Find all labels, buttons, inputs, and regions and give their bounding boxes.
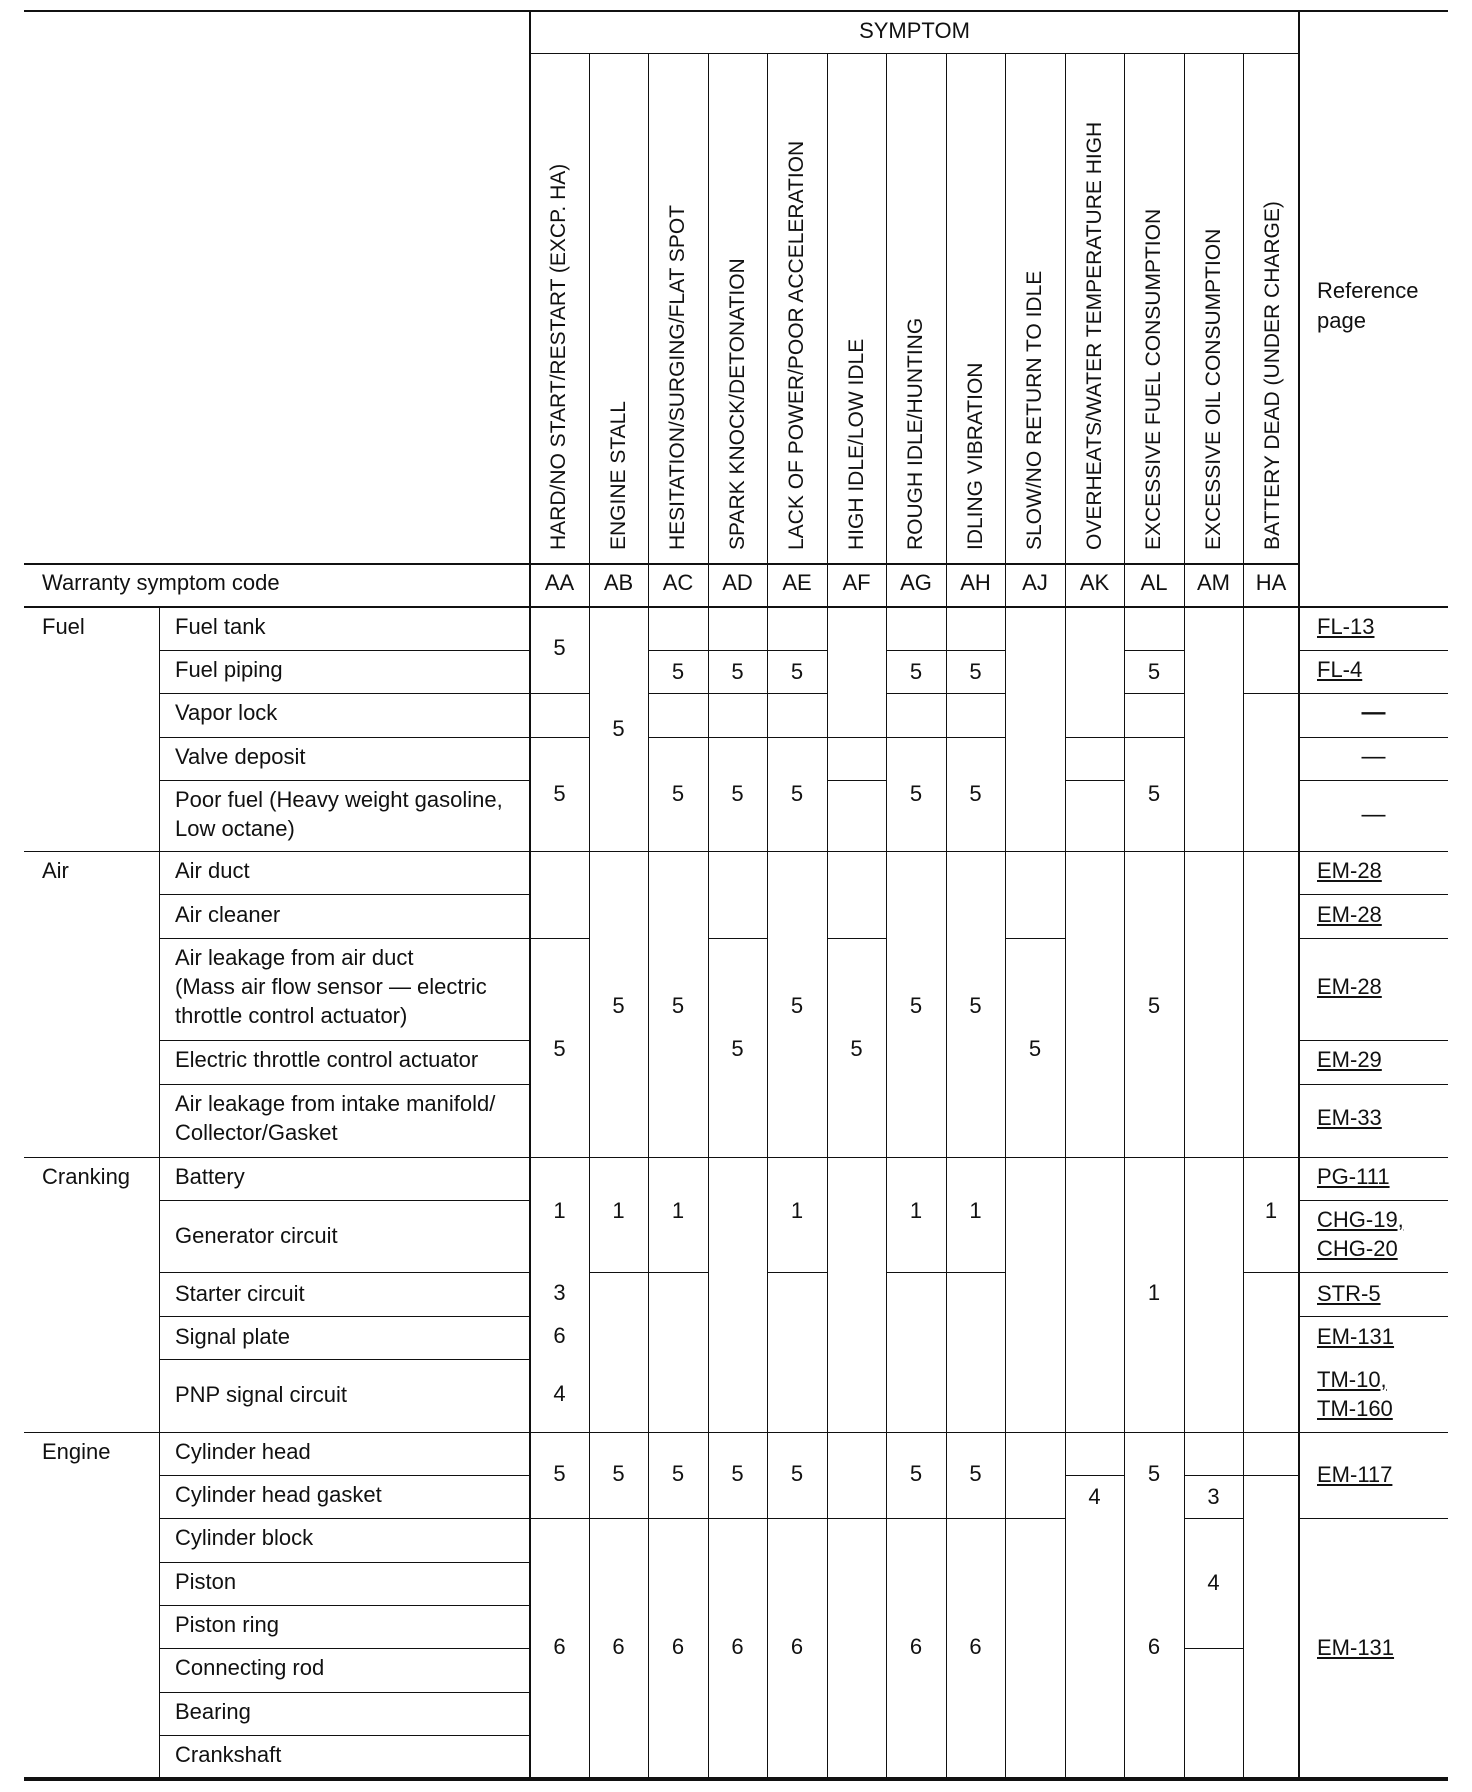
code-ah: AH [960,570,991,595]
symptom-ae-name: LACK OF POWER/POOR ACCELERATION [785,140,808,550]
rule [1124,693,1184,694]
rule [648,53,649,1779]
value-cell: 1 [671,1198,685,1223]
item-connecting-rod: Connecting rod [175,1655,325,1680]
value-cell: 5 [553,1036,566,1061]
rule-top [24,10,1448,12]
ref-link[interactable]: FL-13 [1317,614,1375,639]
rule [24,1157,1448,1158]
value-cell: 6 [553,1634,566,1659]
rule [159,1562,530,1563]
item-pnp-signal-circuit: PNP signal circuit [175,1382,347,1407]
rule [159,650,530,651]
rule [530,737,589,738]
code-aa: AA [544,570,575,595]
rule [1299,1084,1448,1085]
rule [1065,1475,1125,1476]
item-cylinder-block: Cylinder block [175,1525,314,1550]
rule [946,53,947,1779]
value-cell: 5 [671,781,685,806]
value-cell: 5 [969,993,982,1018]
item-throttle-actuator: Electric throttle control actuator [175,1047,479,1072]
value-cell: 5 [1028,1036,1042,1061]
rule [159,607,160,1779]
rule [1184,1518,1244,1519]
value-cell: 6 [790,1634,804,1659]
rule [159,1648,530,1649]
ref-link[interactable]: EM-131 [1317,1635,1395,1660]
reference-page-label: Reference page [1317,278,1419,333]
value-cell: 5 [731,1036,744,1061]
value-cell: 5 [612,993,625,1018]
rule [1124,53,1125,1779]
rule [1299,938,1448,939]
ref-link[interactable]: EM-29 [1317,1047,1382,1072]
value-cell: 5 [612,1461,625,1486]
symptom-ha-name: BATTERY DEAD (UNDER CHARGE) [1261,201,1284,550]
value-cell: 6 [731,1634,744,1659]
ref-link[interactable]: EM-28 [1317,902,1382,927]
code-ad: AD [722,570,753,595]
rule [1184,1648,1244,1649]
ref-link[interactable]: EM-131 [1317,1324,1395,1349]
value-cell: 5 [553,1461,566,1486]
symptom-aj-name: SLOW/NO RETURN TO IDLE [1023,270,1046,550]
item-cylinder-head-gasket: Cylinder head gasket [175,1482,382,1507]
rule [708,938,767,939]
symptom-ak-name: OVERHEATS/WATER TEMPERATURE HIGH [1083,121,1106,550]
value-cell: 6 [1147,1634,1161,1659]
item-fuel-piping: Fuel piping [175,657,283,682]
value-cell: 5 [909,1461,923,1486]
ref-link[interactable]: EM-28 [1317,974,1382,999]
rule [24,1432,1448,1433]
symptom-al-name: EXCESSIVE FUEL CONSUMPTION [1142,208,1165,550]
rule [159,1735,530,1736]
category-engine: Engine [42,1439,111,1464]
symptom-ah-name: IDLING VIBRATION [964,362,987,550]
ref-link[interactable]: EM-33 [1317,1105,1382,1130]
value-cell: 1 [612,1198,625,1223]
value-cell: 6 [612,1634,625,1659]
item-bearing: Bearing [175,1699,251,1724]
value-cell: 5 [790,1461,804,1486]
item-air-duct: Air duct [175,858,250,883]
item-cylinder-head: Cylinder head [175,1439,311,1464]
category-fuel: Fuel [42,614,85,639]
item-signal-plate: Signal plate [175,1324,290,1349]
item-air-leakage-duct-line3: throttle control actuator) [175,1003,408,1028]
rule [1299,693,1448,694]
value-cell: 5 [553,781,566,806]
value-cell: 5 [969,659,982,684]
symptom-ag-name: ROUGH IDLE/HUNTING [904,317,927,550]
rule [24,606,1448,608]
value-cell: 6 [909,1634,923,1659]
rule [589,53,590,1779]
rule [159,894,530,895]
ref-link[interactable]: EM-28 [1317,858,1382,883]
rule [24,563,1299,565]
rule-bottom [24,1777,1448,1781]
ref-link[interactable]: FL-4 [1317,657,1363,682]
rule [159,1272,530,1273]
value-cell: 5 [790,659,804,684]
value-cell: 1 [969,1198,982,1223]
value-cell: 1 [1147,1280,1161,1305]
symptom-af-name: HIGH IDLE/LOW IDLE [845,338,868,550]
ref-link[interactable]: PG-111 [1317,1164,1390,1189]
code-ak: AK [1079,570,1110,595]
rule [159,1040,530,1041]
rule [159,1692,530,1693]
rule [1299,737,1448,738]
rule [159,780,530,781]
code-aj: AJ [1022,570,1048,595]
rule [1243,53,1244,1779]
value-cell: 5 [671,1461,685,1486]
ref-link[interactable]: CHG-20 [1317,1236,1398,1261]
value-cell: 5 [909,659,923,684]
rule [1184,1475,1243,1476]
item-fuel-tank: Fuel tank [175,614,266,639]
value-cell: 1 [909,1198,923,1223]
ref-link[interactable]: TM-10, [1317,1367,1387,1392]
ref-none: — [1361,801,1386,828]
code-ab: AB [603,570,634,595]
item-battery: Battery [175,1164,245,1189]
rule [1299,1040,1448,1041]
symptom-am-name: EXCESSIVE OIL CONSUMPTION [1202,228,1225,550]
code-ae: AE [782,570,812,595]
value-cell: 5 [671,659,685,684]
value-cell: 4 [553,1381,566,1406]
rule [159,1359,530,1360]
item-air-leakage-manifold-line2: Collector/Gasket [175,1120,338,1145]
rule [529,11,531,1779]
rule [827,780,886,781]
code-ag: AG [900,570,932,595]
symptom-ab-name: ENGINE STALL [607,401,630,550]
item-piston-ring: Piston ring [175,1612,279,1637]
value-cell: 5 [1147,993,1161,1018]
item-crankshaft: Crankshaft [175,1742,282,1767]
rule [1243,1475,1299,1476]
rule [1124,650,1184,651]
rule [1243,1272,1299,1273]
value-cell: 3 [553,1280,566,1305]
rule [159,693,530,694]
value-cell: 4 [1207,1570,1220,1595]
value-cell: 6 [969,1634,982,1659]
rule [589,1272,708,1273]
symptom-ac-name: HESITATION/SURGING/FLAT SPOT [666,205,689,550]
value-cell: 5 [731,659,744,684]
item-poor-fuel-line2: Low octane) [175,816,295,841]
rule [159,1316,530,1317]
rule [827,53,828,1779]
rule [24,851,1448,852]
reference-page-header [1317,276,1437,336]
symptom-ad-name: SPARK KNOCK/DETONATION [726,258,749,550]
warranty-label: Warranty symptom code [42,570,280,595]
rule [886,650,1005,651]
value-cell: 4 [1088,1484,1101,1509]
rule [159,938,530,939]
item-poor-fuel: Poor fuel (Heavy weight gasoline, [175,787,503,812]
code-af: AF [842,570,871,595]
item-generator-circuit: Generator circuit [175,1223,338,1248]
rule [159,1475,530,1476]
item-valve-deposit: Valve deposit [175,744,306,769]
item-air-leakage-duct-line2: (Mass air flow sensor — electric [175,974,487,999]
rule [159,737,530,738]
rule [159,1605,530,1606]
rule [1299,1200,1448,1201]
rule [827,938,886,939]
code-al: AL [1140,570,1168,595]
rule [1005,53,1006,1779]
value-cell: 5 [790,781,804,806]
value-cell: 1 [1264,1198,1278,1223]
value-cell: 3 [1207,1484,1220,1509]
value-cell: 1 [790,1198,804,1223]
rule [648,693,827,694]
value-cell: 5 [1147,781,1161,806]
value-cell: 5 [909,781,923,806]
rule [1065,737,1184,738]
rule [1065,53,1066,1779]
ref-link[interactable]: CHG-19, [1317,1207,1404,1232]
value-cell: 5 [909,993,923,1018]
rule [159,1518,530,1519]
rule [530,693,589,694]
rule [1184,53,1185,1779]
code-ha: HA [1255,570,1287,595]
value-cell: 5 [969,1461,982,1486]
rule [1005,938,1065,939]
value-cell: 5 [671,993,685,1018]
rule [159,1084,530,1085]
rule [886,693,1005,694]
item-piston: Piston [175,1569,237,1594]
rule [1299,780,1448,781]
rule [648,737,1006,738]
value-cell: 5 [553,635,566,660]
value-cell: 5 [790,993,804,1018]
rule [767,1272,827,1273]
ref-link[interactable]: STR-5 [1317,1281,1381,1306]
rule [1299,894,1448,895]
item-starter-circuit: Starter circuit [175,1281,305,1306]
value-cell: 5 [731,781,744,806]
symptom-header: SYMPTOM [859,18,970,43]
value-cell: 5 [731,1461,744,1486]
rule [1298,11,1300,1779]
rule [530,938,589,939]
rule [1299,650,1448,651]
value-cell: 5 [612,716,625,741]
rule [886,1272,1005,1273]
rule [1243,693,1299,694]
code-ac: AC [662,570,694,595]
category-air: Air [42,858,69,883]
item-air-leakage-manifold: Air leakage from intake manifold/ [175,1091,496,1116]
category-cranking: Cranking [42,1164,131,1189]
rule [708,53,709,1779]
ref-none: — [1361,743,1386,770]
rule [1065,780,1124,781]
item-air-leakage-duct: Air leakage from air duct [175,945,414,970]
rule [886,53,887,1779]
value-cell: 6 [671,1634,685,1659]
item-vapor-lock: Vapor lock [175,700,278,725]
ref-link[interactable]: TM-160 [1317,1396,1393,1421]
ref-none: — [1361,699,1386,726]
ref-link[interactable]: EM-117 [1317,1462,1393,1487]
rule [1299,1518,1448,1519]
value-cell: 5 [850,1036,863,1061]
rule [1299,1316,1448,1317]
value-cell: 5 [969,781,982,806]
code-am: AM [1197,570,1230,595]
value-cell: 5 [1147,1461,1161,1486]
rule [530,1518,1066,1519]
symptom-aa-name: HARD/NO START/RESTART (EXCP. HA) [547,163,570,550]
value-cell: 1 [553,1198,566,1223]
rule [1299,1272,1448,1273]
rule [159,1200,530,1201]
rule [648,650,827,651]
item-air-cleaner: Air cleaner [175,902,281,927]
value-cell: 6 [553,1323,566,1348]
rule [767,53,768,1779]
value-cell: 5 [1147,659,1161,684]
